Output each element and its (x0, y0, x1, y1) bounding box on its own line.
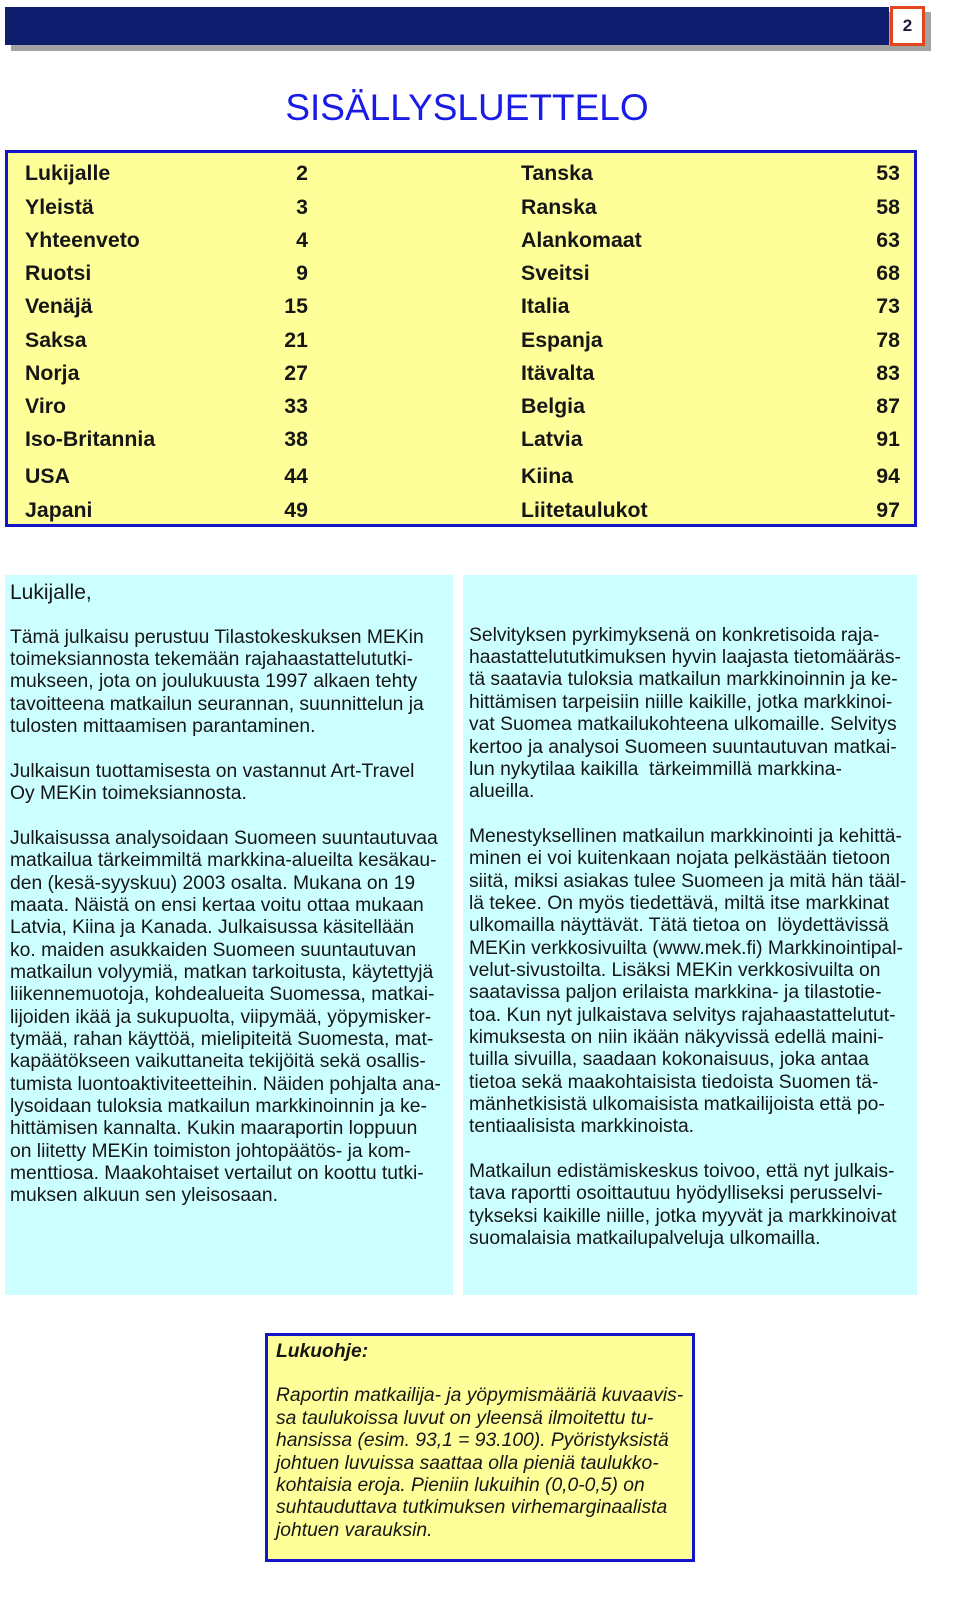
toc-entry-label: Itävalta (521, 360, 595, 385)
reading-guide-text: Raportin matkailija- ja yöpymismääriä kuvaavis- sa taulukoissa luvut on yleensä ilmoitettu tu- hansissa (esim. 93,1 = 93.100). Pyöristyksistä johtuen luvuissa saattaa olla pieniä taulukko- kohtaisia eroja. Pieniin lukuihin (0,0-0,5) on suhtauduttava tutkimuksen virhemarginaalista johtuen varauksin. (276, 1385, 684, 1541)
toc-row (8, 224, 914, 257)
toc-row (8, 423, 914, 456)
toc-entry-label: Tanska (521, 161, 593, 186)
toc-entry-page: 2 (296, 161, 308, 186)
toc-entry-page: 73 (876, 294, 900, 319)
intro-paragraph: Julkaisussa analysoidaan Suomeen suuntautuvaa matkailua tärkeimmiltä markkina-alueilta kesäkau- den (kesä-syyskuu) 2003 osalta. Mukana on 19 maata. Näistä on ensi kertaa voitu ottaa mukaan Latvia, Kiina ja Kanada. Julkaisussa käsitellään ko. maiden asukkaiden Suomeen suuntautuvan matkailun volyymiä, matkan tarkoitusta, käytettyjä liikennemuotoja, kohdealueita Suomessa, matkai- lijoiden ikää ja sukupuolta, viipymää, yöpymisker- tymää, rahan käyttöä, mielipiteitä Suomesta, mat- kapäätökseen vaikuttaneita tekijöitä sekä osallis- tumista luontoaktiviteetteihin. Näiden pohjalta ana- lysoidaan tuloksia matkailun markkinoinnin ja ke- hittämisen kannalta. Kukin maaraportin loppuun on liitetty MEKin toimiston johtopäätös- ja kom- menttiosa. Maakohtaiset vertailut on koottu tutki- muksen alkuun sen yleisosaan. (10, 827, 441, 1207)
toc-box (5, 150, 917, 527)
toc-entry-label: Yleistä (25, 194, 94, 219)
toc-row (8, 357, 914, 390)
toc-entry-label: Italia (521, 294, 570, 319)
toc-entry-label: USA (25, 464, 70, 489)
page-number: 2 (902, 16, 913, 35)
toc-entry-label: Latvia (521, 427, 583, 452)
toc-entry-label: Sveitsi (521, 261, 590, 286)
toc-row (8, 157, 914, 190)
toc-row (8, 494, 914, 527)
intro-paragraph: Matkailun edistämiskeskus toivoo, että nyt julkais- tava raportti osoittautuu hyödylliseksi perusselvi- tykseksi kaikille niille, jotka myyvät ja markkinoivat suomalaisia matkailupalveluja ulkomailla. (469, 1161, 897, 1250)
toc-entry-label: Iso-Britannia (25, 427, 156, 452)
toc-entry-page: 83 (876, 360, 900, 385)
toc-entry-label: Norja (25, 360, 80, 385)
toc-entry-page: 87 (876, 394, 900, 419)
toc-entry-label: Japani (25, 497, 93, 522)
toc-entry-label: Alankomaat (521, 227, 642, 252)
toc-row (8, 290, 914, 323)
toc-entry-page: 27 (284, 360, 308, 385)
page-title: SISÄLLYSLUETTELO (285, 87, 649, 128)
toc-entry-label: Belgia (521, 394, 585, 419)
intro-paragraph: Tämä julkaisu perustuu Tilastokeskuksen MEKin toimeksiannosta tekemään rajahaastattelututki- mukseen, jota on joulukuusta 1997 alkaen tehty tavoitteena matkailun seurannan, suunnittelun ja tulosten mittaamisen parantaminen. (10, 626, 424, 738)
toc-entry-page: 78 (876, 327, 900, 352)
toc-row (8, 324, 914, 357)
reading-guide-box (265, 1333, 695, 1562)
intro-paragraph: Julkaisun tuottamisesta on vastannut Art-Travel Oy MEKin toimeksiannosta. (10, 760, 415, 805)
header-title: SISÄLLYSLUETTTELO - LUKIJALLE / kesä 2003 (24, 53, 472, 75)
toc-entry-label: Liitetaulukot (521, 497, 648, 522)
toc-entry-page: 9 (296, 261, 308, 286)
toc-entry-page: 44 (284, 464, 308, 489)
intro-heading: Lukijalle, (10, 581, 92, 604)
toc-entry-page: 4 (296, 227, 308, 252)
intro-panel-left (5, 575, 453, 1295)
toc-entry-page: 15 (284, 294, 308, 319)
toc-entry-label: Venäjä (25, 294, 93, 319)
page-number-box (890, 6, 925, 46)
toc-entry-label: Ruotsi (25, 261, 92, 286)
toc-entry-page: 63 (876, 227, 900, 252)
toc-entry-page: 3 (296, 194, 308, 219)
toc-entry-page: 91 (876, 427, 900, 452)
toc-row (8, 191, 914, 224)
toc-entry-label: Espanja (521, 327, 603, 352)
intro-paragraph: Menestyksellinen matkailun markkinointi ja kehittä- minen ei voi kuitenkaan nojata pelkästään tietoon siitä, miksi asiakas tulee Suomeen ja mitä hän tääl- lä tekee. On myös tiedettävä, miltä itse markkinat ulkomailla näyttävät. Tätä tietoa on löydettävissä MEKin verkkosivuilta (www.mek.fi) Markkinointipal- velut-sivustoilta. Lisäksi MEKin verkkosivuilta on saatavissa paljon erilaista markkina- ja tilastotie- toa. Kun nyt julkaistava selvitys rajahaastattelutut- kimuksesta on niin ikään näkyvissä edellä maini- tuilla sivuilla, saadaan kokonaisuus, joka antaa tietoa sekä maakohtaisista tiedoista Suomen tä- mänhetkisistä ulkomaisista matkailijoista että po- tentiaalisista markkinoista. (469, 825, 907, 1138)
intro-paragraph: Selvityksen pyrkimyksenä on konkretisoida raja- haastattelututkimuksen hyvin laajasta tietomääräs- tä saatavia tuloksia matkailun markkinoinnin ja ke- hittämisen tarpeisiin niille kaikille, jotka markkinoi- vat Suomea matkailukohteena ulkomaille. Selvitys kertoo ja analysoi Suomeen suuntautuvan matkai- lun nykytilaa kaikilla tärkeimmillä markkina- alueilla. (469, 624, 901, 803)
toc-entry-label: Ranska (521, 194, 597, 219)
toc-entry-label: Lukijalle (25, 161, 111, 186)
toc-entry-page: 21 (284, 327, 308, 352)
toc-entry-page: 38 (284, 427, 308, 452)
toc-entry-page: 53 (876, 161, 900, 186)
toc-entry-label: Kiina (521, 464, 574, 489)
toc-row (8, 257, 914, 290)
toc-entry-label: Viro (25, 394, 67, 419)
header-bar (5, 7, 889, 75)
toc-entry-label: Yhteenveto (25, 227, 140, 252)
toc-entry-page: 49 (284, 497, 308, 522)
toc-entry-page: 97 (876, 497, 900, 522)
toc-entry-page: 33 (284, 394, 308, 419)
toc-entry-page: 58 (876, 194, 900, 219)
toc-entry-page: 94 (876, 464, 900, 489)
toc-entry-label: Saksa (25, 327, 87, 352)
toc-entry-page: 68 (876, 261, 900, 286)
reading-guide-heading: Lukuohje: (276, 1340, 369, 1362)
intro-panel-right (463, 575, 917, 1295)
toc-row (8, 390, 914, 423)
toc-row (8, 460, 914, 493)
